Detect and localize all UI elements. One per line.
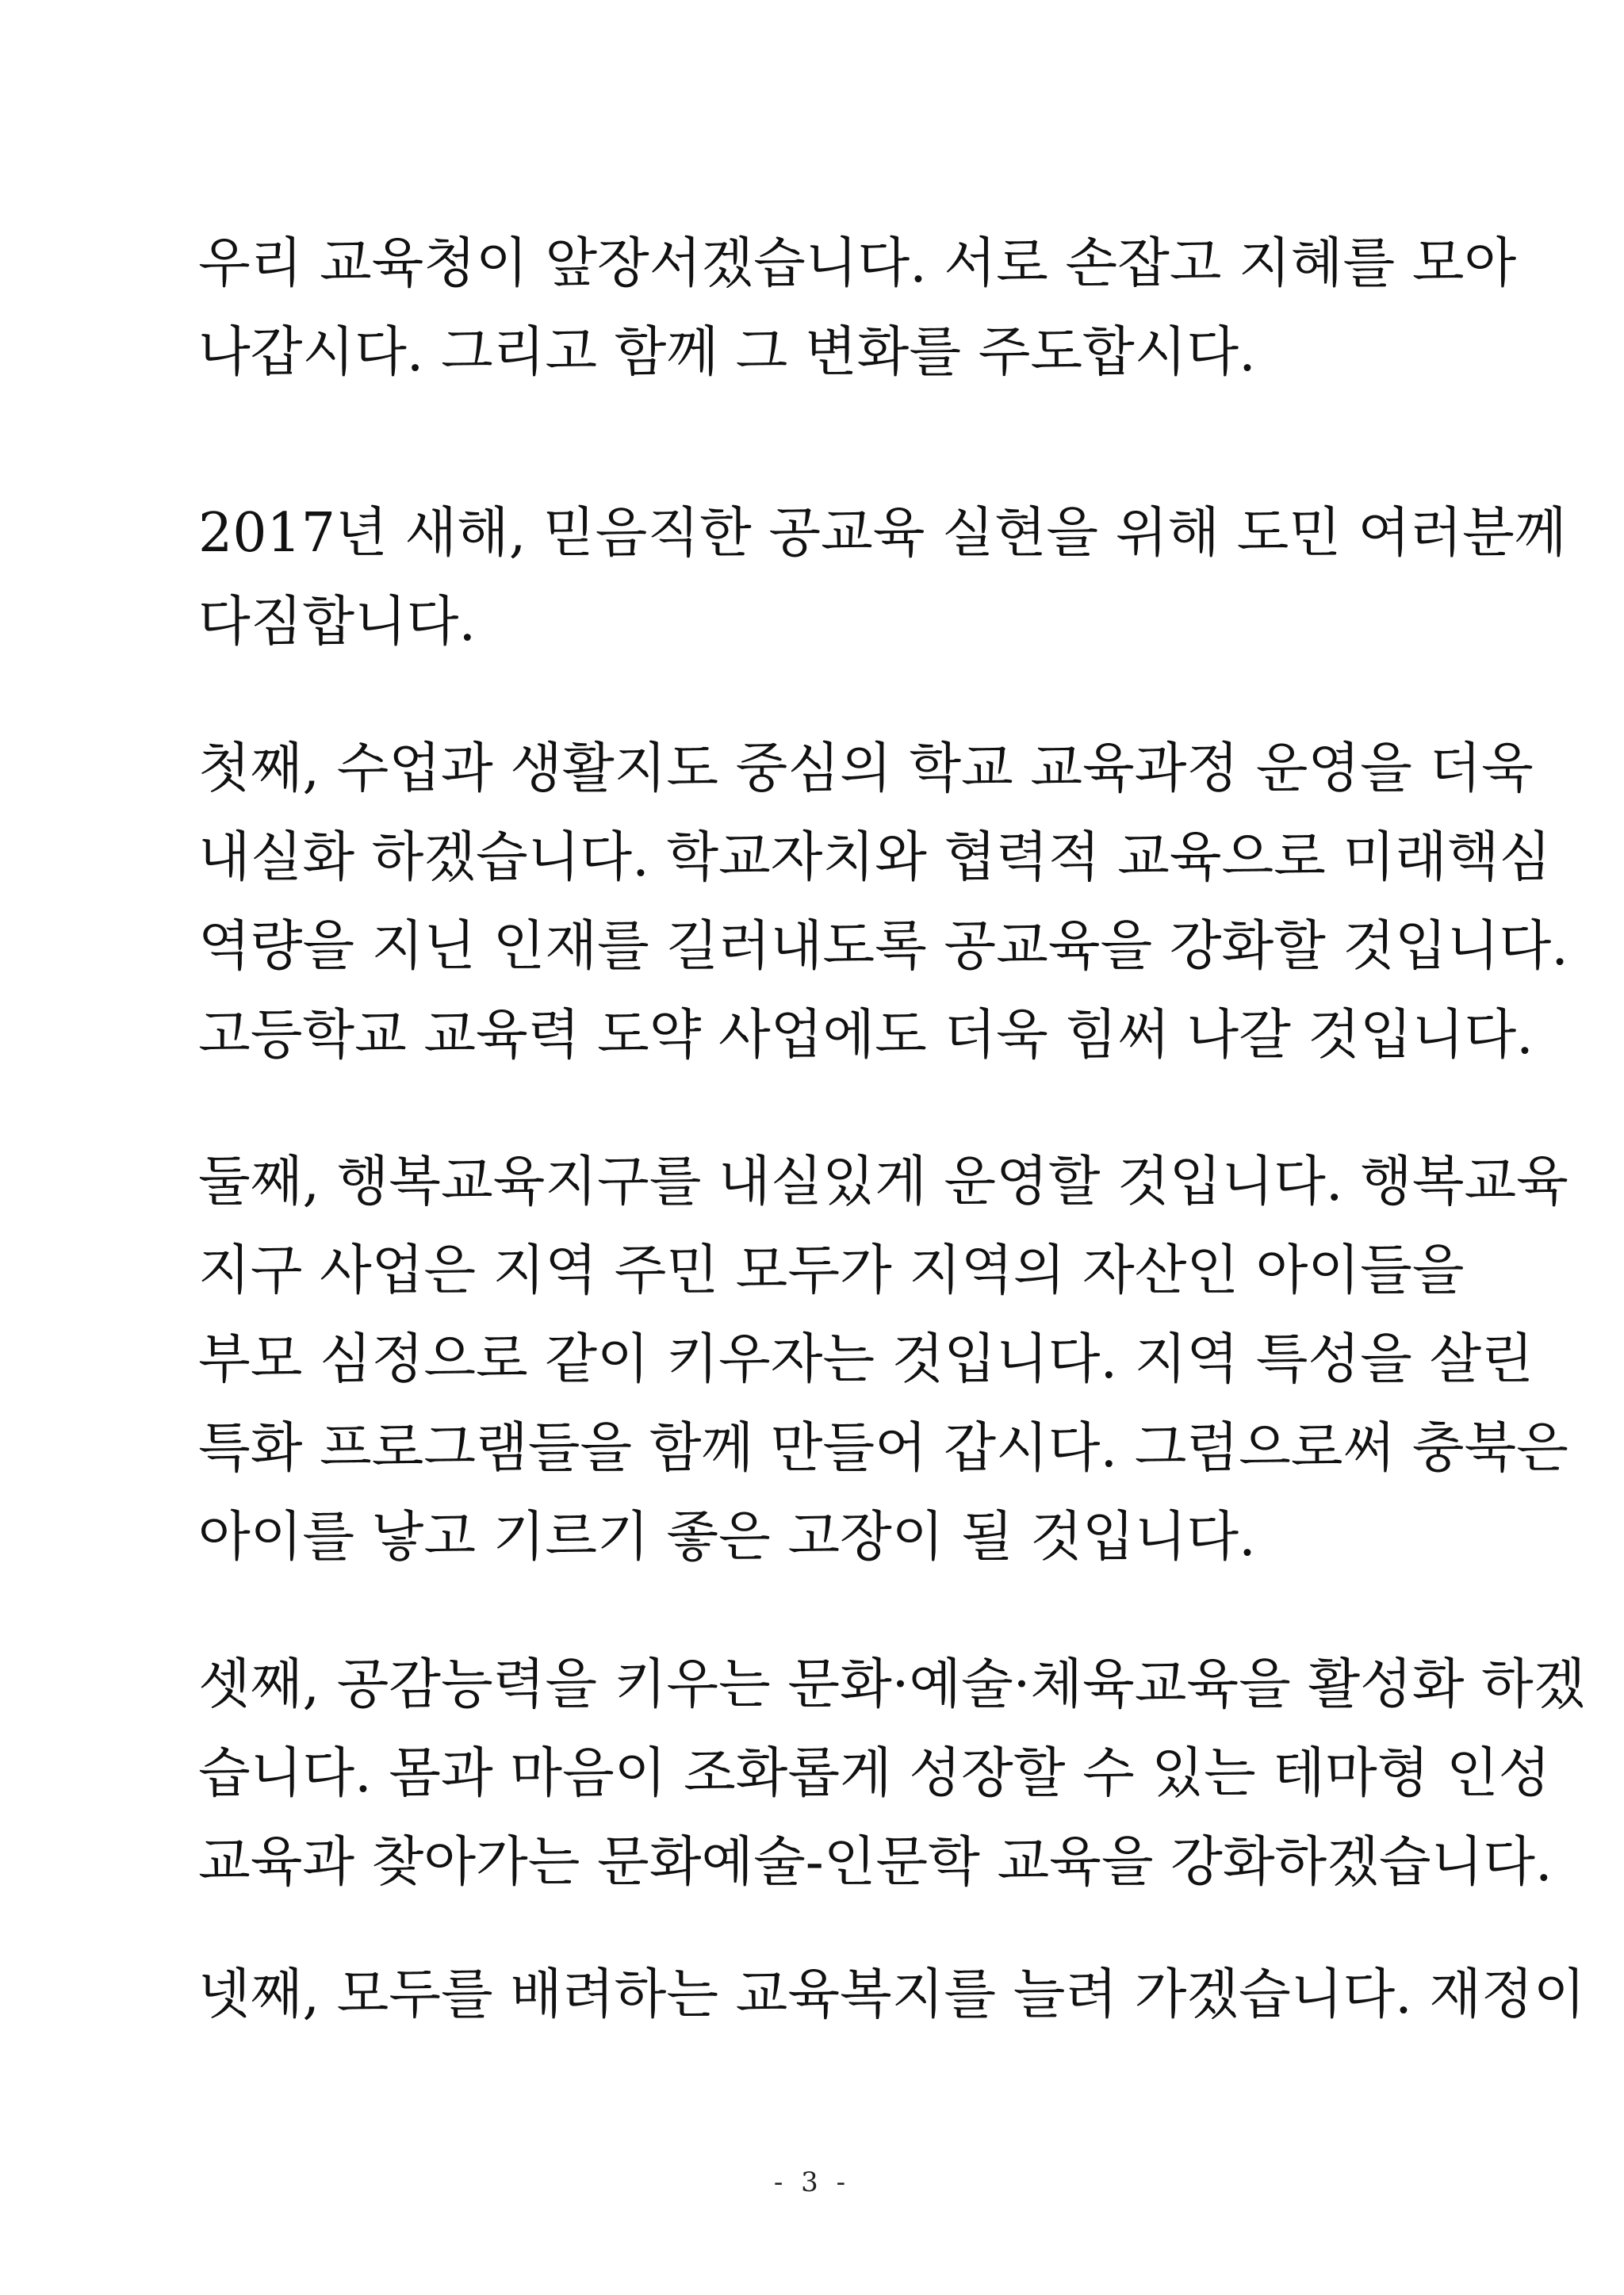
paragraph-5-line-3: 교육과 찾아가는 문화예술-인문학 교육을 강화하겠습니다. [198,1831,1553,1894]
paragraph-4-line-1: 둘째, 행복교육지구를 내실있게 운영할 것입니다. 행복교육 [198,1151,1568,1213]
paragraph-4-line-5: 아이를 낳고 기르기 좋은 고장이 될 것입니다. [198,1506,1256,1569]
paragraph-2-line-1: 2017년 새해, 믿음직한 공교육 실현을 위해 도민 여러분께 [198,502,1567,565]
paragraph-3-line-1: 첫째, 수업과 생활지도 중심의 학교 교육과정 운영을 더욱 [198,738,1534,800]
paragraph-5-line-1: 셋째, 공감능력을 키우는 문화·예술·체육교육을 활성화 하겠 [198,1653,1586,1716]
paragraph-1-line-1: 우리 교육청이 앞장서겠습니다. 서로 손잡고 지혜를 모아 [198,232,1517,295]
page-number: - 3 - [773,2167,851,2198]
paragraph-4-line-3: 부모 심정으로 같이 키우자는 것입니다. 지역 특성을 살린 [198,1328,1534,1391]
paragraph-3-line-4: 고등학교 교육력 도약 사업에도 더욱 힘써 나갈 것입니다. [198,1004,1534,1067]
paragraph-4-line-2: 지구 사업은 지역 주민 모두가 지역의 자산인 아이들을 [198,1239,1465,1302]
paragraph-2-line-2: 다짐합니다. [198,591,477,653]
paragraph-3-line-3: 역량을 지닌 인재를 길러내도록 공교육을 강화할 것입니다. [198,915,1568,978]
paragraph-1-line-2: 나갑시다. 그리고 함께 그 변화를 주도합시다. [198,321,1256,384]
paragraph-5-line-2: 습니다. 몸과 마음이 조화롭게 성장할 수 있는 테마형 인성 [198,1742,1551,1805]
paragraph-3-line-2: 내실화 하겠습니다. 학교자치와 협력적 교육으로 미래핵심 [198,826,1552,889]
paragraph-6-line-1: 넷째, 모두를 배려하는 교육복지를 늘려 가겠습니다. 재정이 [198,1964,1586,2026]
paragraph-4-line-4: 특화 프로그램들을 함께 만들어 갑시다. 그럼으로써 충북은 [198,1417,1568,1480]
